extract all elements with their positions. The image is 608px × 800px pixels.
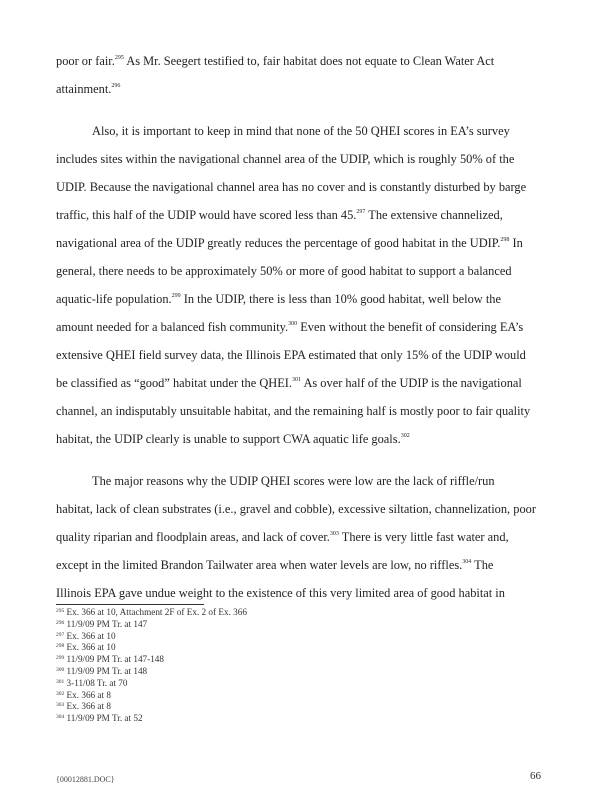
footnote-ref: 302 — [400, 433, 410, 439]
footnote — [56, 701, 111, 711]
body-text-segment: In the UDIP, there is less than 10% good habitat, well below the — [180, 292, 501, 306]
body-text-segment: habitat, the UDIP clearly is unable to support CWA aquatic life goals. — [56, 432, 401, 446]
body-line — [56, 320, 523, 334]
footnote-number: 297 — [56, 631, 65, 638]
footnote — [56, 631, 116, 641]
footnote — [56, 678, 127, 688]
body-text-segment: be classified as “good” habitat under the QHEI. — [56, 376, 293, 390]
body-text-segment: The extensive channelized, — [365, 208, 503, 222]
footnote-text: Ex. 366 at 8 — [66, 689, 111, 700]
body-text-segment: navigational area of the UDIP greatly reduces the percentage of good habitat in the UDIP. — [56, 236, 501, 250]
footnote — [56, 642, 116, 652]
footnote-number: 302 — [56, 690, 65, 697]
body-text-segment: UDIP. Because the navigational channel area has no cover and is constantly disturbed by barge — [56, 180, 527, 194]
footnote-text: 11/9/09 PM Tr. at 52 — [66, 713, 143, 724]
footnote-ref: 303 — [329, 531, 339, 537]
footnote-text: 11/9/09 PM Tr. at 147 — [66, 618, 148, 629]
body-text-segment: As over half of the UDIP is the navigational — [301, 376, 522, 390]
footnote-ref: 296 — [111, 83, 121, 89]
body-text-segment: except in the limited Brandon Tailwater area when water levels are low, no riffles. — [56, 558, 463, 572]
body-text-segment: habitat, lack of clean substrates (i.e., gravel and cobble), excessive siltation, channelization, poor — [56, 502, 536, 516]
footnote-number: 296 — [56, 619, 65, 626]
body-line — [56, 348, 526, 362]
footnote-ref: 304 — [462, 559, 472, 565]
body-text-segment: amount needed for a balanced fish community. — [56, 320, 289, 334]
footnote-text: 11/9/09 PM Tr. at 147-148 — [66, 654, 164, 665]
body-text-segment: extensive QHEI field survey data, the Illinois EPA estimated that only 15% of the UDIP would — [56, 348, 526, 362]
footnote-text: Ex. 366 at 10 — [66, 642, 116, 653]
footnote — [56, 654, 164, 664]
footnote — [56, 666, 147, 676]
body-text-segment: The — [471, 558, 494, 572]
footnote-number: 295 — [56, 608, 65, 614]
footnote-number: 303 — [56, 702, 65, 709]
body-text-segment: There is very little fast water and, — [338, 530, 509, 544]
body-line — [56, 558, 493, 572]
body-text-segment: poor or fair. — [56, 54, 115, 68]
body-line — [56, 152, 514, 166]
body-line — [92, 474, 495, 488]
body-line — [56, 54, 494, 68]
footnote-text: Ex. 366 at 10 — [66, 630, 116, 641]
body-text-segment: traffic, this half of the UDIP would have scored less than 45. — [56, 208, 357, 222]
footnote-number: 298 — [56, 643, 65, 650]
footnote — [56, 607, 247, 617]
body-line — [56, 82, 120, 96]
body-line — [56, 208, 503, 222]
footnote — [56, 713, 143, 723]
footnote-separator — [56, 604, 204, 605]
footnote-ref: 299 — [171, 293, 181, 299]
footnote-ref: 297 — [356, 209, 366, 215]
footnote-ref: 298 — [500, 237, 510, 243]
body-text-segment: As Mr. Seegert testified to, fair habitat does not equate to Clean Water Act — [123, 54, 495, 68]
body-line — [56, 264, 512, 278]
footnote — [56, 619, 147, 629]
footnote-text: 3-11/08 Tr. at 70 — [66, 677, 128, 688]
document-id: {00012881.DOC} — [56, 775, 115, 784]
body-text-segment: general, there needs to be approximately 50% or more of good habitat to support a balanced — [56, 264, 512, 278]
body-text-segment: channel, an indisputably unsuitable habitat, and the remaining half is mostly poor to fair quality — [56, 404, 531, 418]
footnote-text: Ex. 366 at 10, Attachment 2F of Ex. 2 of Ex. 366 — [66, 607, 247, 617]
body-line — [56, 236, 523, 250]
footnote-ref: 301 — [292, 377, 302, 383]
footnote-number: 301 — [56, 678, 65, 685]
footnote-text: 11/9/09 PM Tr. at 148 — [66, 666, 148, 676]
body-line — [56, 404, 530, 418]
body-line — [92, 124, 510, 138]
body-line — [56, 502, 536, 516]
footnote-number: 304 — [56, 714, 65, 721]
footnote-ref: 300 — [288, 321, 298, 327]
body-text-segment: aquatic-life population. — [56, 292, 172, 306]
body-line — [56, 376, 522, 390]
body-text-segment: The major reasons why the UDIP QHEI scores were low are the lack of riffle/run — [92, 474, 495, 488]
body-text-segment: Even without the benefit of considering EA’s — [297, 320, 524, 334]
footnote — [56, 690, 111, 700]
body-line — [56, 180, 526, 194]
body-line — [56, 292, 501, 306]
body-text-segment: Also, it is important to keep in mind that none of the 50 QHEI scores in EA’s survey — [92, 124, 510, 138]
body-line — [56, 530, 509, 544]
body-text-segment: Illinois EPA gave undue weight to the existence of this very limited area of good habitat in — [56, 586, 505, 600]
body-text-segment: includes sites within the navigational channel area of the UDIP, which is roughly 50% of the — [56, 152, 515, 166]
body-line — [56, 586, 505, 600]
footnote-ref: 295 — [114, 55, 124, 61]
body-text-segment: quality riparian and floodplain areas, and lack of cover. — [56, 530, 330, 544]
body-text-segment: attainment. — [56, 82, 112, 96]
footnote-text: Ex. 366 at 8 — [66, 701, 111, 712]
body-text-segment: In — [509, 236, 523, 250]
footnote-number: 300 — [56, 667, 65, 673]
page-number: 66 — [530, 770, 541, 782]
body-line — [56, 432, 410, 446]
footnote-number: 299 — [56, 655, 65, 662]
